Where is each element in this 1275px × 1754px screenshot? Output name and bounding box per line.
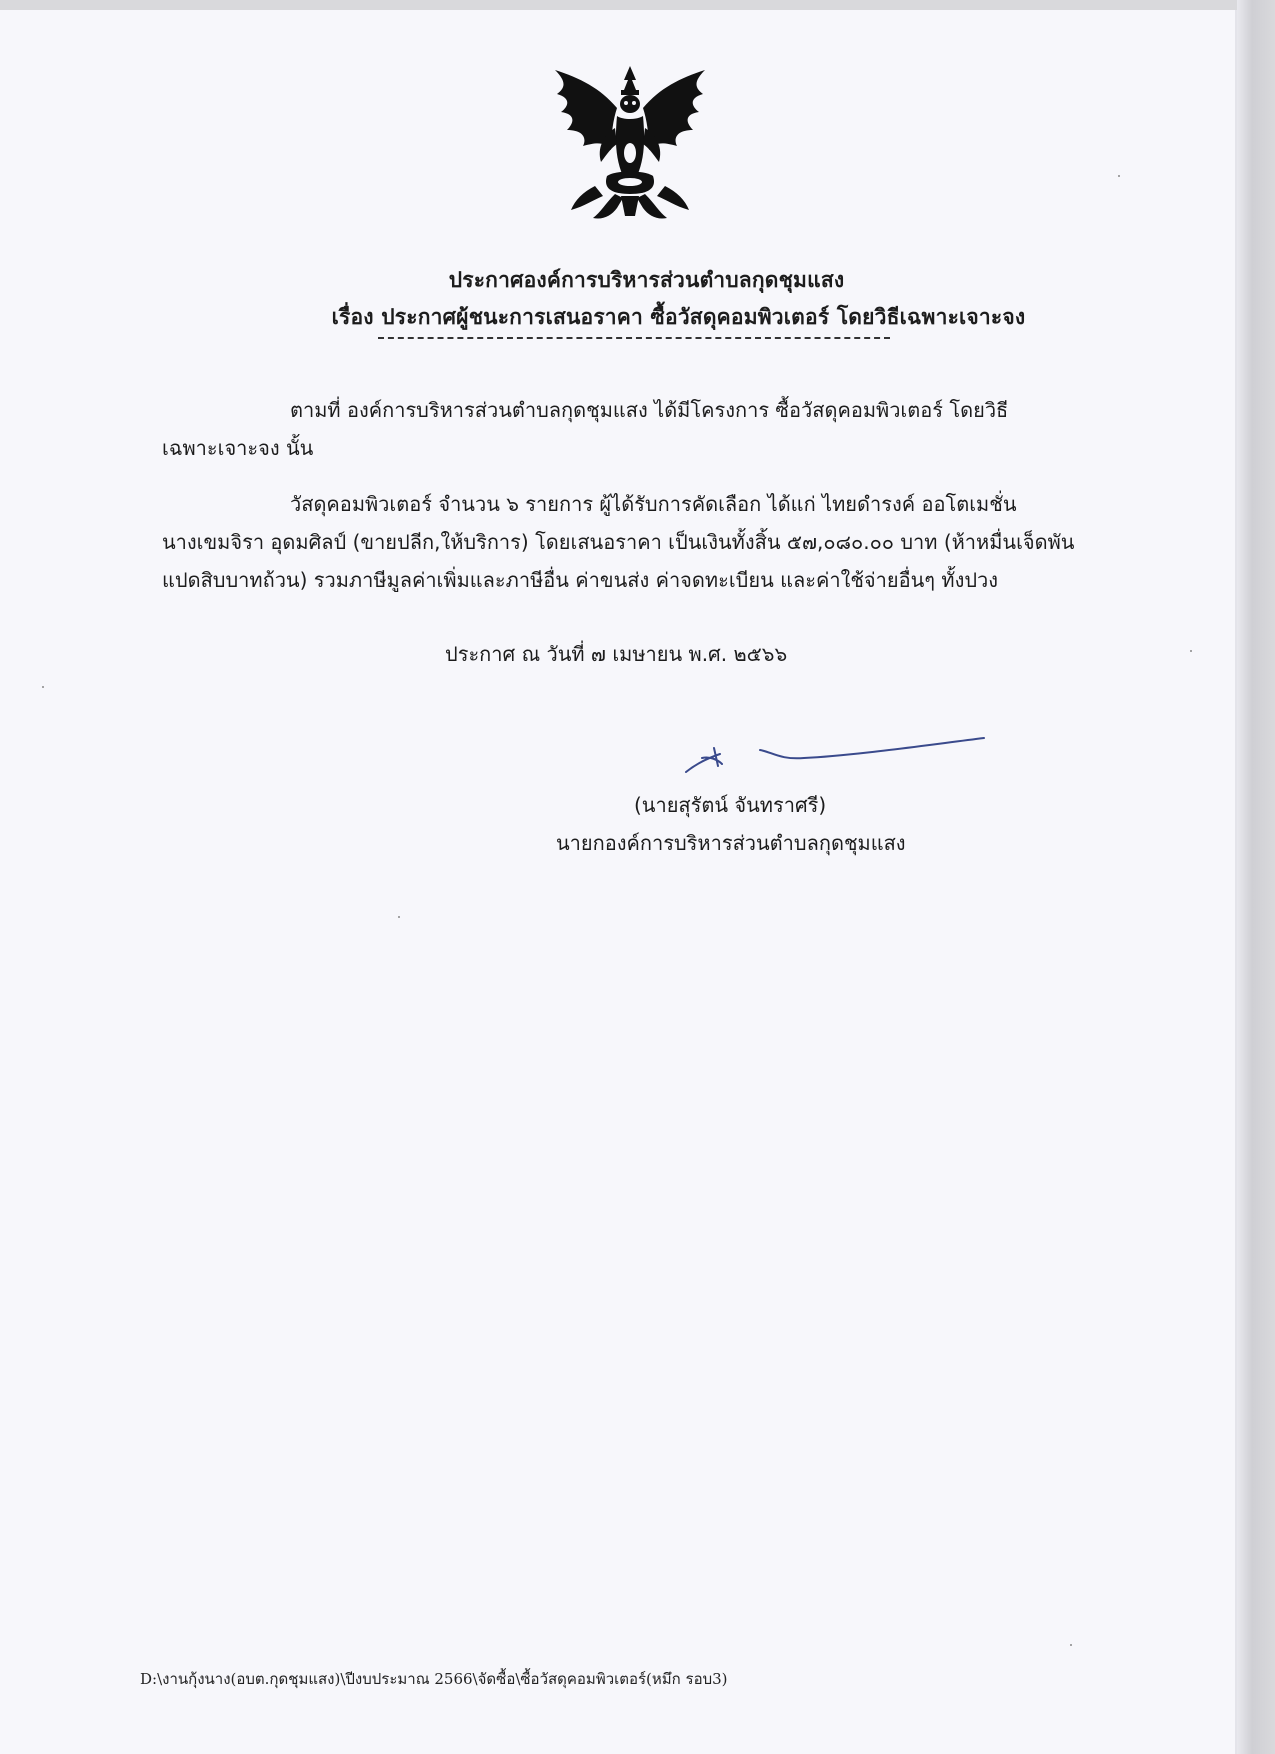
paragraph-project: [162, 391, 1117, 467]
scan-speck: [398, 916, 400, 918]
scan-speck: [1190, 650, 1192, 652]
garuda-emblem-icon: [545, 58, 715, 228]
file-path-footer: D:\งานกุ้งนาง(อบต.กุดชุมแสง)\ปีงบประมาณ 2566\จัดซื้อ\ซื้อวัสดุคอมพิวเตอร์(หมึก รอบ3): [140, 1670, 728, 1688]
document-page: [0, 10, 1237, 1754]
paragraph-line: วัสดุคอมพิวเตอร์ จำนวน ๖ รายการ ผู้ได้รับการคัดเลือก ได้แก่ ไทยดำรงค์ ออโตเมชั่น: [290, 492, 1017, 516]
scan-speck: [1118, 175, 1120, 177]
paragraph-line: แปดสิบบาทถ้วน) รวมภาษีมูลค่าเพิ่มและภาษีอื่น ค่าขนส่ง ค่าจดทะเบียน และค่าใช้จ่ายอื่นๆ ทั้งปวง: [162, 568, 999, 592]
signatory-name: (นายสุรัตน์ จันทราศรี): [634, 793, 827, 817]
scan-speck: [1070, 1644, 1072, 1646]
scan-speck: [42, 686, 44, 688]
dashed-divider: [378, 337, 890, 339]
paragraph-line: นางเขมจิรา อุดมศิลป์ (ขายปลีก,ให้บริการ) โดยเสนอราคา เป็นเงินทั้งสิ้น ๕๗,๐๘๐.๐๐ บาท (ห้าหมื่นเจ็ดพัน: [162, 530, 1075, 554]
paragraph-line: ตามที่ องค์การบริหารส่วนตำบลกุดชุมแสง ได้มีโครงการ ซื้อวัสดุคอมพิวเตอร์ โดยวิธี: [290, 398, 1009, 422]
paragraph-line: เฉพาะเจาะจง นั้น: [162, 436, 314, 460]
signatory-position: นายกองค์การบริหารส่วนตำบลกุดชุมแสง: [556, 831, 906, 855]
handwritten-signature: [680, 734, 1000, 778]
announcement-title: ประกาศองค์การบริหารส่วนตำบลกุดชุมแสง: [448, 268, 845, 292]
announcement-subject: เรื่อง ประกาศผู้ชนะการเสนอราคา ซื้อวัสดุคอมพิวเตอร์ โดยวิธีเฉพาะเจาะจง: [331, 305, 1026, 329]
paragraph-winner: [162, 485, 1117, 599]
announcement-date: ประกาศ ณ วันที่ ๗ เมษายน พ.ศ. ๒๕๖๖: [445, 642, 788, 666]
